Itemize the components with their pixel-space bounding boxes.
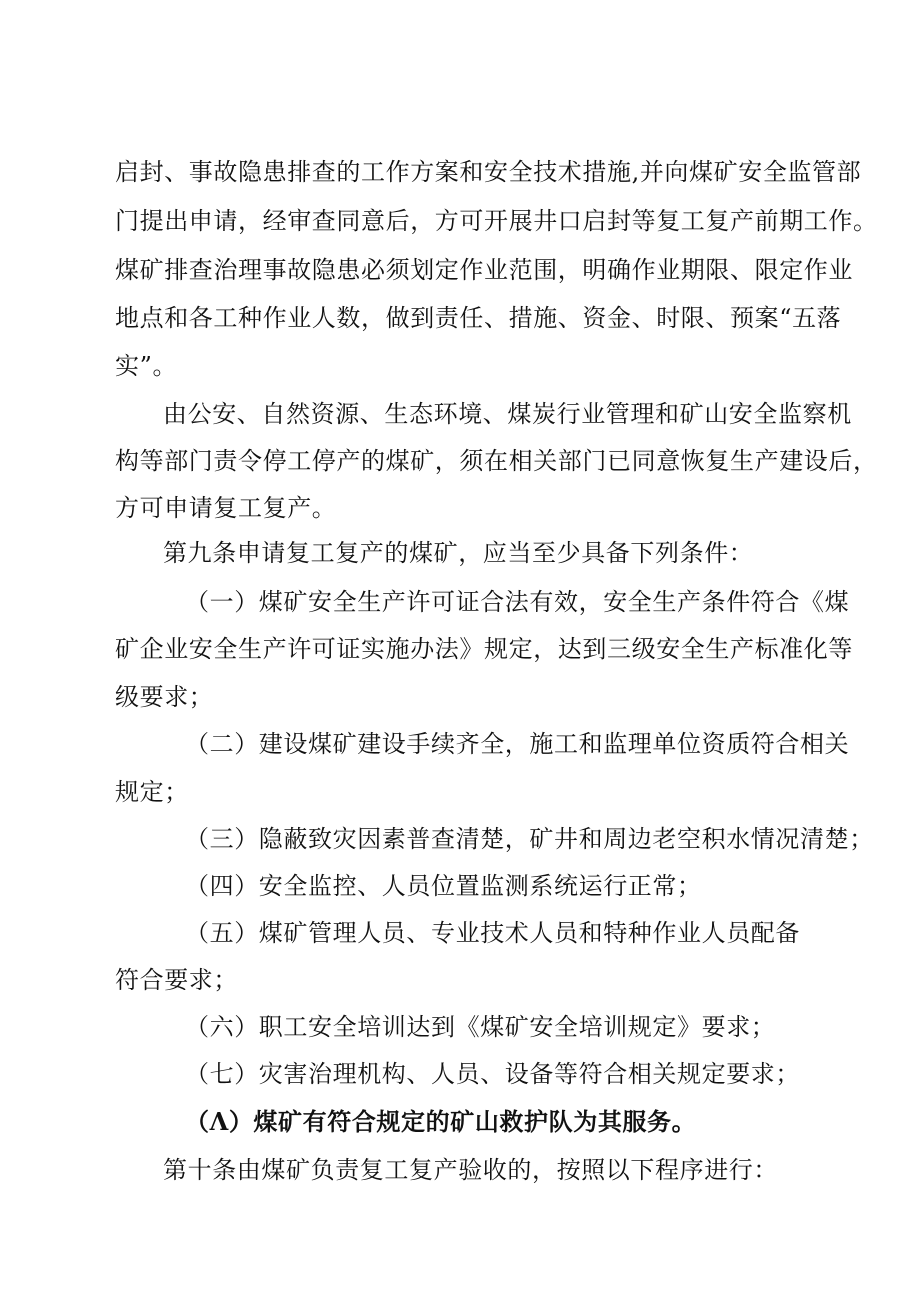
text-line: 门提出申请，经审查同意后，方可开展井口启封等复工复产前期工作。 xyxy=(115,207,878,235)
text-line: 构等部门责令停工停产的煤矿，须在相关部门已同意恢复生产建设后， xyxy=(115,447,878,475)
text-line: 地点和各工种作业人数，做到责任、措施、资金、时限、预案“五落 xyxy=(115,304,842,332)
text-line: 规定； xyxy=(115,778,189,806)
list-item: （三）隐蔽致灾因素普查清楚，矿井和周边老空积水情况清楚； xyxy=(185,825,874,853)
text-line: 方可申请复工复产。 xyxy=(115,494,337,522)
article-heading: 第九条申请复工复产的煤矿，应当至少具备下列条件： xyxy=(163,539,754,567)
list-item: （一）煤矿安全生产许可证合法有效，安全生产条件符合《煤 xyxy=(185,588,850,616)
list-item: （二）建设煤矿建设手续齐全，施工和监理单位资质符合相关 xyxy=(185,730,850,758)
text-line: 实”。 xyxy=(115,352,178,380)
text-line: 符合要求； xyxy=(115,966,238,994)
list-item: （Λ）煤矿有符合规定的矿山救护队为其服务。 xyxy=(185,1107,697,1136)
list-item: （五）煤矿管理人员、专业技术人员和特种作业人员配备 xyxy=(185,919,800,947)
text-line: 矿企业安全生产许可证实施办法》规定，达到三级安全生产标准化等 xyxy=(115,635,853,663)
text-line: 启封、事故隐患排查的工作方案和安全技术措施,并向煤矿安全监管部 xyxy=(115,158,862,186)
text-line: 由公安、自然资源、生态环境、煤炭行业管理和矿山安全监察机 xyxy=(163,400,852,428)
list-item: （六）职工安全培训达到《煤矿安全培训规定》要求； xyxy=(185,1013,776,1041)
article-heading: 第十条由煤矿负责复工复产验收的，按照以下程序进行： xyxy=(163,1156,778,1184)
list-item: （七）灾害治理机构、人员、设备等符合相关规定要求； xyxy=(185,1060,800,1088)
text-line: 级要求； xyxy=(115,683,214,711)
text-line: 煤矿排查治理事故隐患必须划定作业范围，明确作业期限、限定作业 xyxy=(115,256,853,284)
list-item: （四）安全监控、人员位置监测系统运行正常； xyxy=(185,872,702,900)
